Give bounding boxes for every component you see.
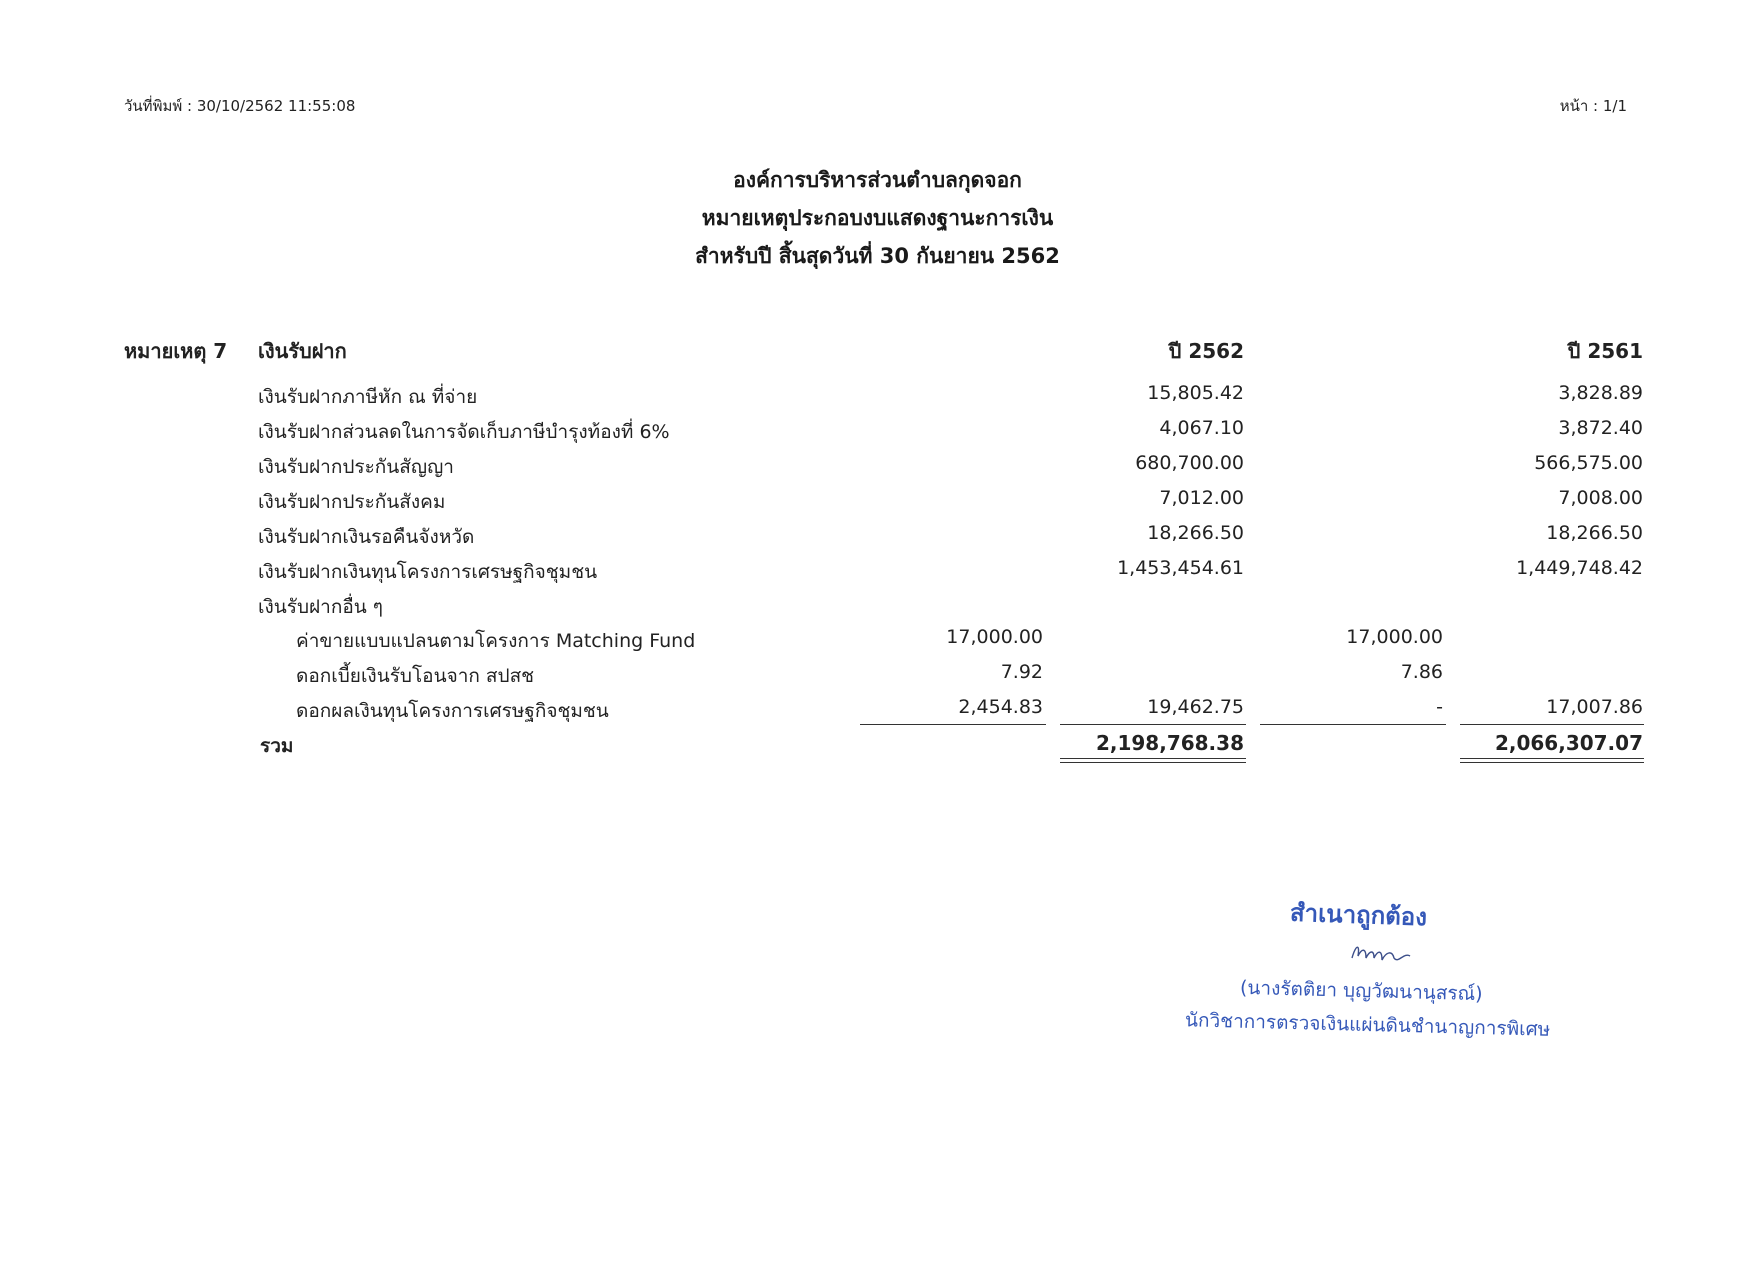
signature-icon bbox=[1348, 938, 1418, 968]
row-label: เงินรับฝากเงินทุนโครงการเศรษฐกิจชุมชน bbox=[258, 561, 598, 583]
row-label: เงินรับฝากประกันสังคม bbox=[258, 491, 446, 513]
row-label: เงินรับฝากภาษีหัก ณ ที่จ่าย bbox=[258, 386, 478, 408]
row-label: เงินรับฝากส่วนลดในการจัดเก็บภาษีบำรุงท้องที่ 6% bbox=[258, 421, 670, 443]
document-title: หมายเหตุประกอบงบแสดงฐานะการเงิน bbox=[701, 206, 1054, 230]
certifier-name: (นางรัตติยา บุญวัฒนานุสรณ์) bbox=[1239, 976, 1483, 1006]
value-2561: 1,449,748.42 bbox=[1516, 557, 1643, 579]
sub-row-label: ค่าขายแบบแปลนตามโครงการ Matching Fund bbox=[296, 630, 696, 652]
row-label: เงินรับฝากประกันสัญญา bbox=[258, 456, 454, 478]
value-2561: 18,266.50 bbox=[1546, 522, 1643, 544]
total-label: รวม bbox=[260, 735, 294, 757]
value-2561: 566,575.00 bbox=[1534, 452, 1643, 474]
value-2561: 7,008.00 bbox=[1558, 487, 1643, 509]
column-header-2562: ปี 2562 bbox=[1168, 339, 1244, 363]
sub-row-label: ดอกผลเงินทุนโครงการเศรษฐกิจชุมชน bbox=[296, 700, 609, 722]
certifier-position: นักวิชาการตรวจเงินแผ่นดินชำนาญการพิเศษ bbox=[1184, 1009, 1551, 1041]
detail-2562: 2,454.83 bbox=[958, 696, 1043, 718]
detail-2562: 17,000.00 bbox=[946, 626, 1043, 648]
total-double-rule bbox=[1060, 758, 1246, 763]
value-2562: 7,012.00 bbox=[1159, 487, 1244, 509]
detail-2561: 17,000.00 bbox=[1346, 626, 1443, 648]
page-number: หน้า : 1/1 bbox=[1559, 97, 1627, 115]
sub-row-label: ดอกเบี้ยเงินรับโอนจาก สปสช bbox=[296, 665, 535, 687]
total-double-rule bbox=[1460, 758, 1644, 763]
print-date: วันที่พิมพ์ : 30/10/2562 11:55:08 bbox=[124, 97, 356, 115]
note-label: หมายเหตุ 7 bbox=[124, 339, 228, 363]
total-2561: 2,066,307.07 bbox=[1494, 731, 1643, 755]
subtotal-rule bbox=[1460, 724, 1644, 725]
total-2562: 2,198,768.38 bbox=[1095, 731, 1244, 755]
value-2562: 4,067.10 bbox=[1159, 417, 1244, 439]
value-2561: 3,872.40 bbox=[1558, 417, 1643, 439]
value-2562: 680,700.00 bbox=[1135, 452, 1244, 474]
value-2562: 15,805.42 bbox=[1147, 382, 1244, 404]
value-2562: 18,266.50 bbox=[1147, 522, 1244, 544]
certified-copy-stamp: สำเนาถูกต้อง bbox=[1289, 898, 1428, 932]
subtotal-rule bbox=[1060, 724, 1246, 725]
other-subtotal-2562: 19,462.75 bbox=[1147, 696, 1244, 718]
detail-2561: 7.86 bbox=[1400, 661, 1443, 683]
subtotal-rule bbox=[1260, 724, 1446, 725]
other-deposits-label: เงินรับฝากอื่น ๆ bbox=[258, 596, 383, 618]
value-2561: 3,828.89 bbox=[1558, 382, 1643, 404]
detail-2562: 7.92 bbox=[1000, 661, 1043, 683]
column-header-2561: ปี 2561 bbox=[1567, 339, 1643, 363]
value-2562: 1,453,454.61 bbox=[1117, 557, 1244, 579]
organization-name: องค์การบริหารส่วนตำบลกุดจอก bbox=[733, 168, 1022, 192]
other-subtotal-2561: 17,007.86 bbox=[1546, 696, 1643, 718]
detail-2561: - bbox=[1436, 696, 1443, 718]
period-title: สำหรับปี สิ้นสุดวันที่ 30 กันยายน 2562 bbox=[695, 244, 1060, 268]
subtotal-rule bbox=[860, 724, 1046, 725]
note-title: เงินรับฝาก bbox=[258, 339, 347, 363]
row-label: เงินรับฝากเงินรอคืนจังหวัด bbox=[258, 526, 475, 548]
